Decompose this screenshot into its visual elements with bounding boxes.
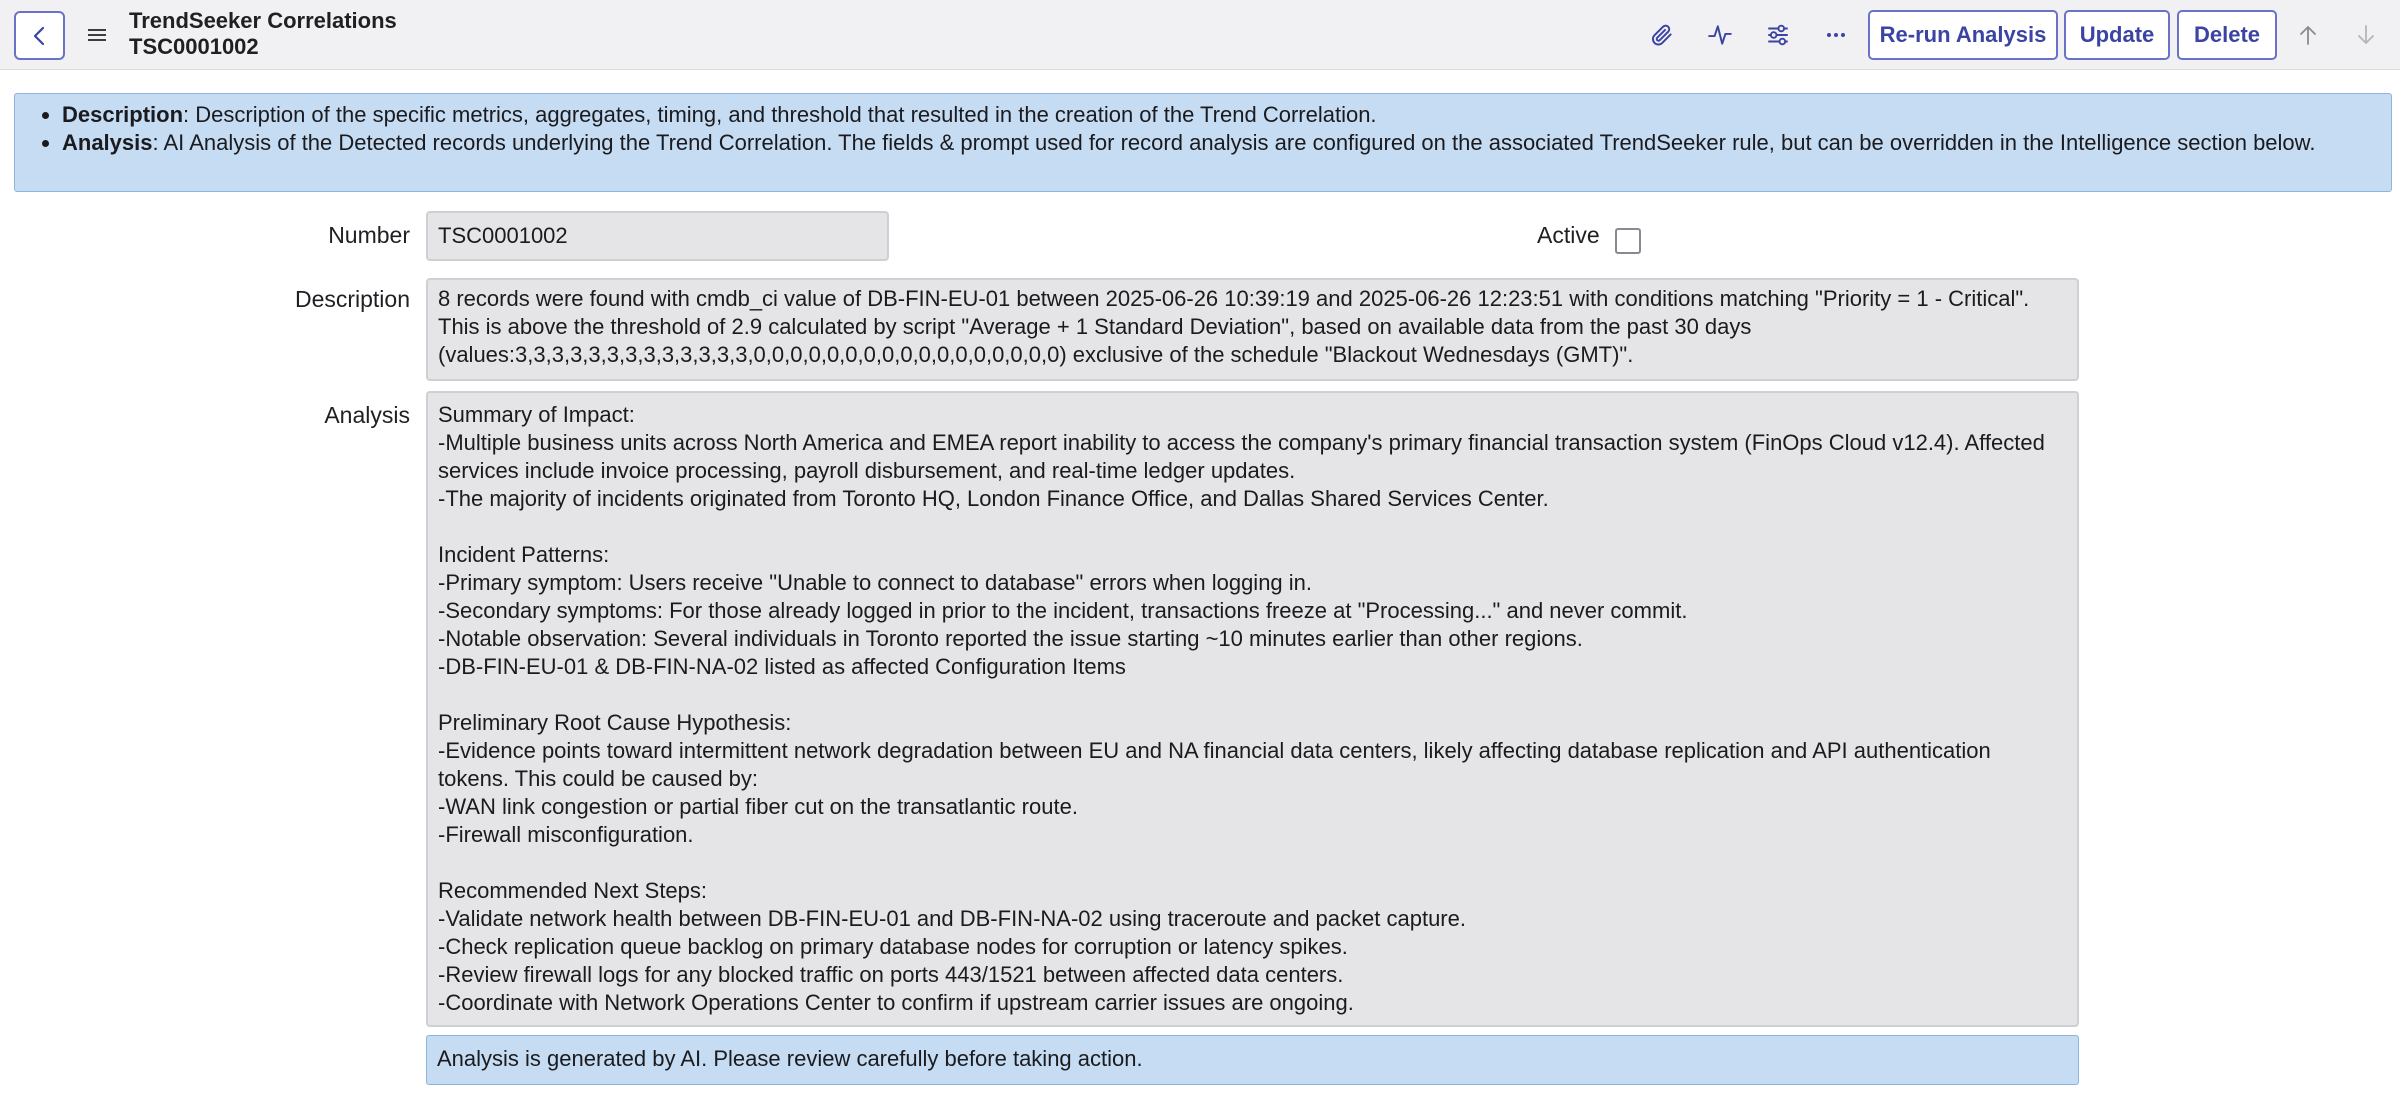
activity-button[interactable] — [1702, 17, 1738, 53]
arrow-up-icon — [2296, 23, 2320, 47]
analysis-line: -Review firewall logs for any blocked traffic on ports 443/1521 between affected data centers. — [438, 962, 1344, 987]
active-checkbox[interactable] — [1615, 228, 1641, 254]
activity-icon — [1707, 22, 1733, 48]
info-term: Description — [62, 102, 184, 127]
analysis-line: tokens. This could be caused by: — [438, 766, 759, 791]
app-title: TrendSeeker Correlations — [129, 8, 397, 33]
hamburger-icon — [87, 27, 107, 43]
analysis-line: -The majority of incidents originated from Toronto HQ, London Finance Office, and Dallas Shared Services Center. — [438, 486, 1549, 511]
description-line: This is above the threshold of 2.9 calculated by script "Average + 1 Standard Deviation", based on available data from the past 30 days — [438, 314, 1752, 339]
more-horizontal-icon — [1824, 23, 1848, 47]
analysis-line: -Coordinate with Network Operations Center to confirm if upstream carrier issues are ongoing. — [438, 990, 1354, 1015]
analysis-line: Preliminary Root Cause Hypothesis: — [438, 710, 792, 735]
analysis-line: -Firewall misconfiguration. — [438, 822, 694, 847]
info-item-analysis — [62, 129, 2385, 157]
analysis-line — [438, 849, 2067, 877]
previous-record-button[interactable] — [2290, 17, 2326, 53]
analysis-line: -WAN link congestion or partial fiber cut on the transatlantic route. — [438, 794, 1078, 819]
number-label: Number — [328, 222, 410, 248]
active-label: Active — [1537, 222, 1600, 248]
description-line: (values:3,3,3,3,3,3,3,3,3,3,3,3,3,0,0,0,0,0,0,0,0,0,0,0,0,0,0,0,0,0) exclusive of the schedule "Blackout Wednesdays (GMT)". — [438, 342, 1634, 367]
analysis-line: -Multiple business units across North America and EMEA report inability to access the company's primary financial transaction system (FinOps Cloud v12.4). Affected — [438, 430, 2045, 455]
analysis-line — [438, 513, 2067, 541]
info-term: Analysis — [62, 130, 153, 155]
info-text: : Description of the specific metrics, aggregates, timing, and threshold that resulted in the creation of the Trend Correlation. — [183, 102, 1377, 127]
personalize-form-button[interactable] — [1760, 17, 1796, 53]
header-title — [129, 8, 397, 60]
sliders-icon — [1765, 22, 1791, 48]
analysis-line: Incident Patterns: — [438, 542, 610, 567]
update-button[interactable]: Update — [2064, 10, 2170, 60]
analysis-line: Recommended Next Steps: — [438, 878, 708, 903]
chevron-left-icon — [29, 25, 51, 47]
record-header — [0, 0, 2400, 70]
analysis-line: -Notable observation: Several individuals in Toronto reported the issue starting ~10 minutes earlier than other regions. — [438, 626, 1583, 651]
description-label: Description — [294, 286, 410, 312]
info-list — [15, 101, 2385, 157]
analysis-line: -DB-FIN-EU-01 & DB-FIN-NA-02 listed as affected Configuration Items — [438, 654, 1126, 679]
analysis-line: services include invoice processing, payroll disbursement, and real-time ledger updates. — [438, 458, 1296, 483]
context-menu-button[interactable] — [84, 22, 110, 48]
more-options-button[interactable] — [1818, 17, 1854, 53]
analysis-field[interactable] — [426, 391, 2079, 1027]
description-field[interactable] — [426, 278, 2079, 381]
info-item-description — [62, 101, 2385, 129]
analysis-line: -Check replication queue backlog on primary database nodes for corruption or latency spikes. — [438, 934, 1348, 959]
analysis-line: Summary of Impact: — [438, 402, 635, 427]
back-button[interactable] — [14, 11, 65, 60]
rerun-analysis-button[interactable]: Re-run Analysis — [1868, 10, 2058, 60]
paperclip-icon — [1649, 22, 1675, 48]
analysis-line: -Primary symptom: Users receive "Unable to connect to database" errors when logging in. — [438, 570, 1313, 595]
analysis-line — [438, 681, 2067, 709]
info-banner — [14, 93, 2392, 192]
arrow-down-icon — [2354, 23, 2378, 47]
analysis-line: -Validate network health between DB-FIN-EU-01 and DB-FIN-NA-02 using traceroute and packet capture. — [438, 906, 1466, 931]
next-record-button[interactable] — [2348, 17, 2384, 53]
analysis-label: Analysis — [324, 402, 410, 428]
info-text: : AI Analysis of the Detected records underlying the Trend Correlation. The fields & prompt used for record analysis are configured on the associated TrendSeeker rule, but can be overridden in the Intelligence section below. — [152, 130, 2316, 155]
delete-button[interactable]: Delete — [2177, 10, 2277, 60]
description-line: 8 records were found with cmdb_ci value of DB-FIN-EU-01 between 2025-06-26 10:39:19 and 2025-06-26 12:23:51 with conditions matching "Priority = 1 - Critical". — [438, 286, 2030, 311]
analysis-line: -Secondary symptoms: For those already logged in prior to the incident, transactions freeze at "Processing..." and never commit. — [438, 598, 1688, 623]
attachment-button[interactable] — [1644, 17, 1680, 53]
analysis-line: -Evidence points toward intermittent network degradation between EU and NA financial data centers, likely affecting database replication and API authentication — [438, 738, 1991, 763]
number-field[interactable]: TSC0001002 — [426, 211, 889, 261]
record-number: TSC0001002 — [129, 34, 259, 59]
ai-disclaimer-notice: Analysis is generated by AI. Please review carefully before taking action. — [426, 1035, 2079, 1085]
